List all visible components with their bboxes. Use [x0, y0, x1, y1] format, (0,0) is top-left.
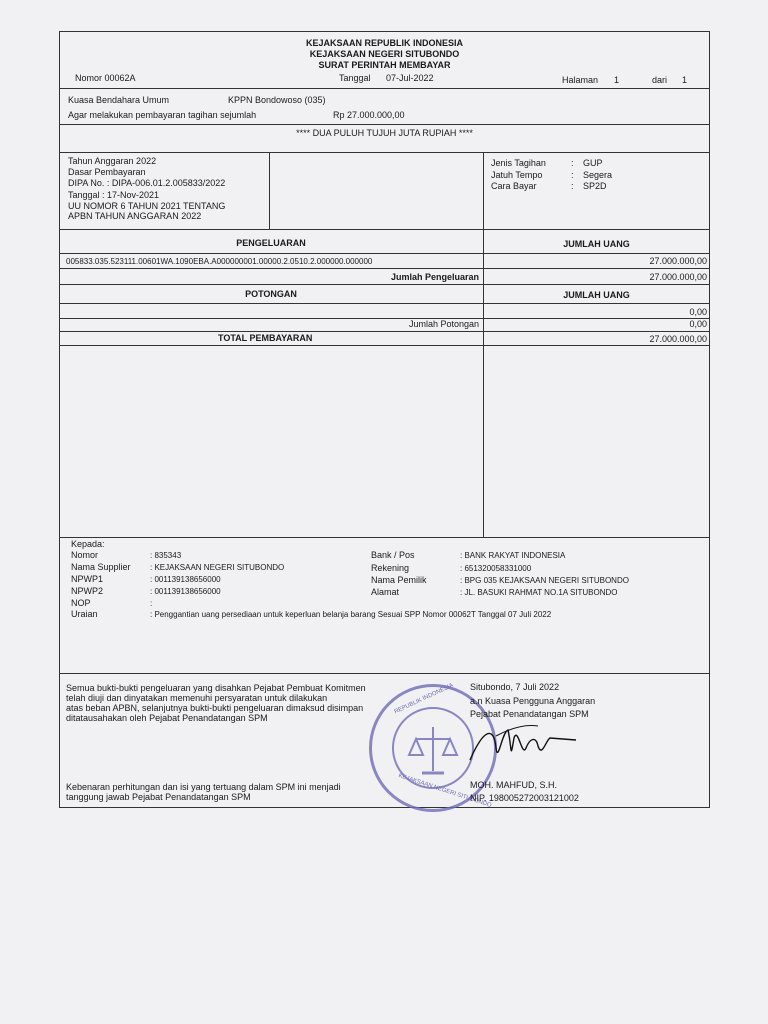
spm-number: Nomor 00062A — [75, 73, 136, 83]
divider — [59, 253, 710, 254]
bank-value: : BANK RAKYAT INDONESIA — [460, 551, 566, 560]
nop-label: NOP — [71, 598, 91, 608]
place-date: Situbondo, 7 Juli 2022 — [470, 682, 560, 692]
stamp-bottom-text: KEJAKSAAN NEGERI SITUBONDO — [397, 773, 493, 809]
divider — [59, 331, 710, 332]
divider — [59, 284, 710, 285]
on-behalf: a.n Kuasa Pengguna Anggaran — [470, 696, 596, 706]
note-line4: ditatausahakan oleh Pejabat Penandatangan SPM — [66, 713, 268, 723]
total-pembayaran-label: TOTAL PEMBAYARAN — [218, 333, 313, 343]
agar-label: Agar melakukan pembayaran tagihan sejumlah — [68, 110, 257, 120]
uu-line1: UU NOMOR 6 TAHUN 2021 TENTANG — [68, 201, 226, 211]
alamat-label: Alamat — [371, 587, 400, 597]
potongan-jumlah-header: JUMLAH UANG — [563, 290, 630, 300]
potongan-amount: 0,00 — [689, 307, 707, 317]
amount-in-words: **** DUA PULUH TUJUH JUTA RUPIAH **** — [296, 128, 473, 138]
cara-bayar-label: Cara Bayar — [491, 181, 537, 191]
supplier-label: Nama Supplier — [71, 562, 131, 572]
signer-role: Pejabat Penandatangan SPM — [470, 709, 589, 719]
divider — [59, 673, 710, 674]
stamp-top-text: REPUBLIK INDONESIA — [393, 682, 455, 716]
divider — [59, 152, 710, 153]
uraian-label: Uraian — [71, 609, 98, 619]
tanggal-label: Tanggal — [339, 73, 371, 83]
supplier-value: : KEJAKSAAN NEGERI SITUBONDO — [150, 563, 285, 572]
uu-line2: APBN TAHUN ANGGARAN 2022 — [68, 211, 202, 221]
note-line1: Semua bukti-bukti pengeluaran yang disahkan Pejabat Pembuat Komitmen — [66, 683, 366, 693]
dipa-number: DIPA No. : DIPA-006.01.2.005833/2022 — [68, 178, 226, 188]
divider — [59, 268, 710, 269]
signature-mark — [466, 718, 586, 778]
potongan-header: POTONGAN — [245, 289, 297, 299]
pemilik-label: Nama Pemilik — [371, 575, 427, 585]
npwp2-label: NPWP2 — [71, 586, 104, 596]
divider — [269, 152, 270, 229]
pemilik-value: : BPG 035 KEJAKSAAN NEGERI SITUBONDO — [460, 576, 629, 585]
dasar-pembayaran: Dasar Pembayaran — [68, 167, 146, 177]
colon: : — [571, 181, 574, 191]
uraian-value: : Penggantian uang persediaan untuk keperluan belanja barang Sesuai SPP Nomor 00062T Tanggal 07 Juli 2022 — [150, 610, 552, 619]
divider — [59, 229, 710, 230]
jumlah-uang-header: JUMLAH UANG — [563, 239, 630, 249]
kuasa-label: Kuasa Bendahara Umum — [68, 95, 170, 105]
cara-bayar-value: SP2D — [583, 181, 607, 191]
jatuh-tempo-value: Segera — [583, 170, 613, 180]
nomor-label: Nomor — [71, 550, 99, 560]
pengeluaran-amount: 27.000.000,00 — [649, 256, 707, 266]
dipa-date: Tanggal : 17-Nov-2021 — [68, 190, 160, 200]
tahun-anggaran: Tahun Anggaran 2022 — [68, 156, 157, 166]
colon: : — [571, 170, 574, 180]
nomor-value: : 835343 — [150, 551, 182, 560]
signer-name: MOH. MAHFUD, S.H. — [470, 780, 557, 790]
jumlah-pengeluaran-value: 27.000.000,00 — [649, 272, 707, 282]
jenis-tagihan-label: Jenis Tagihan — [491, 158, 546, 168]
npwp1-value: : 001139138656000 — [150, 575, 221, 584]
jenis-tagihan-value: GUP — [583, 158, 603, 168]
divider — [59, 303, 710, 304]
jumlah-potongan-value: 0,00 — [689, 319, 707, 329]
jatuh-tempo-label: Jatuh Tempo — [491, 170, 543, 180]
rekening-value: : 651320058331000 — [460, 564, 532, 573]
divider — [59, 88, 710, 89]
note-line5: Kebenaran perhitungan dan isi yang tertuang dalam SPM ini menjadi — [66, 782, 341, 792]
halaman-label: Halaman — [562, 75, 599, 85]
header-office: KEJAKSAAN NEGERI SITUBONDO — [309, 49, 460, 59]
colon: : — [571, 158, 574, 168]
divider — [483, 229, 484, 537]
kuasa-value: KPPN Bondowoso (035) — [228, 95, 326, 105]
pengeluaran-header: PENGELUARAN — [236, 238, 306, 248]
signer-nip: NIP. 198005272003121002 — [470, 793, 579, 803]
npwp2-value: : 001139138656000 — [150, 587, 221, 596]
alamat-value: : JL. BASUKI RAHMAT NO.1A SITUBONDO — [460, 588, 618, 597]
note-line2: telah diuji dan dinyatakan memenuhi persyaratan untuk dilakukan — [66, 693, 328, 703]
kepada-title: Kepada: — [71, 539, 105, 549]
bank-label: Bank / Pos — [371, 550, 415, 560]
total-pembayaran-value: 27.000.000,00 — [649, 334, 707, 344]
account-code: 005833.035.523111.00601WA.1090EBA.A000000001.00000.2.0510.2.000000.000000 — [66, 257, 373, 266]
npwp1-label: NPWP1 — [71, 574, 104, 584]
note-line6: tanggung jawab Pejabat Penandatangan SPM — [66, 792, 251, 802]
jumlah-pengeluaran-label: Jumlah Pengeluaran — [390, 272, 479, 282]
divider — [59, 124, 710, 125]
tagihan-amount: Rp 27.000.000,00 — [333, 110, 405, 120]
divider — [59, 345, 710, 346]
dari-label: dari — [652, 75, 668, 85]
header-agency: KEJAKSAAN REPUBLIK INDONESIA — [305, 38, 464, 48]
jumlah-potongan-label: Jumlah Potongan — [408, 319, 479, 329]
dari-value: 1 — [682, 75, 688, 85]
header-title: SURAT PERINTAH MEMBAYAR — [318, 60, 451, 70]
rekening-label: Rekening — [371, 563, 410, 573]
divider — [483, 152, 484, 229]
nop-value: : — [150, 599, 153, 608]
divider — [59, 537, 710, 538]
halaman-value: 1 — [614, 75, 620, 85]
tanggal-value: 07-Jul-2022 — [386, 73, 434, 83]
note-line3: atas beban APBN, selanjutnya bukti-bukti pengeluaran dimaksud disimpan — [66, 703, 364, 713]
